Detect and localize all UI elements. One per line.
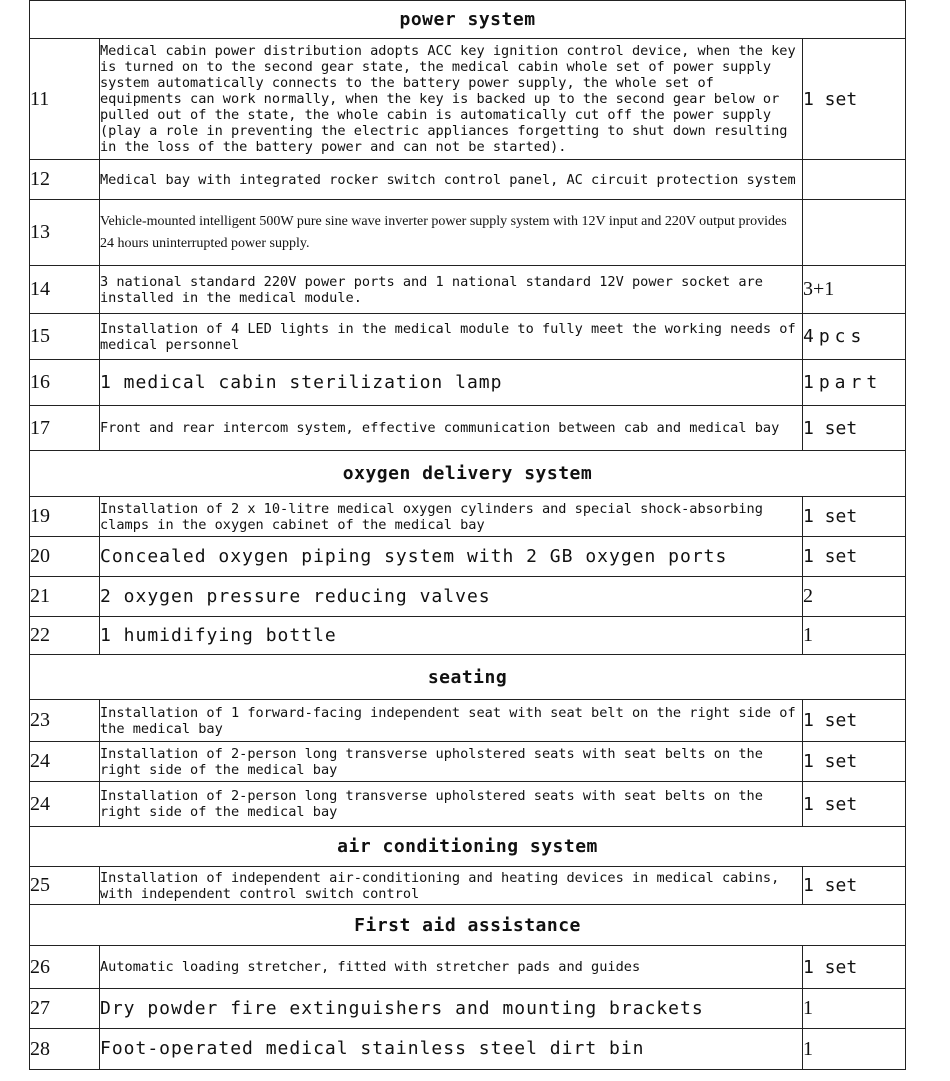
section-title-first-aid-assistance: First aid assistance <box>30 905 906 946</box>
item-quantity: 1 <box>803 617 906 655</box>
item-description: Installation of 2-person long transverse upholstered seats with seat belts on the right side of the medical bay <box>100 782 803 827</box>
item-description: Installation of 1 forward-facing independent seat with seat belt on the right side of the medical bay <box>100 700 803 742</box>
item-quantity <box>803 160 906 200</box>
section-title-seating: seating <box>30 655 906 700</box>
section-header-row <box>30 655 906 700</box>
item-description: Automatic loading stretcher, fitted with stretcher pads and guides <box>100 946 803 989</box>
item-description: 2 oxygen pressure reducing valves <box>100 577 803 617</box>
item-quantity: 1 set <box>803 742 906 782</box>
item-description: Installation of 2 x 10-litre medical oxygen cylinders and special shock-absorbing clamps in the oxygen cabinet of the medical bay <box>100 497 803 537</box>
item-description: 1 medical cabin sterilization lamp <box>100 360 803 406</box>
item-description: Foot-operated medical stainless steel dirt bin <box>100 1029 803 1070</box>
section-header-row <box>30 1 906 39</box>
item-description: 3 national standard 220V power ports and 1 national standard 12V power socket are installed in the medical module. <box>100 266 803 314</box>
item-number: 19 <box>30 497 100 537</box>
table-row <box>30 700 906 742</box>
item-description: Front and rear intercom system, effective communication between cab and medical bay <box>100 406 803 451</box>
item-description: Medical cabin power distribution adopts ACC key ignition control device, when the key is turned on to the second gear state, the medical cabin whole set of power supply system automatically connects to the battery power supply, the whole set of equipments can work normally, when the key is backed up to the second gear below or pulled out of the state, the whole cabin is automatically cut off the power supply (play a role in preventing the electric appliances forgetting to shut down resulting in the loss of the battery power and can not be started). <box>100 39 803 160</box>
item-number: 21 <box>30 577 100 617</box>
item-number: 23 <box>30 700 100 742</box>
table-row <box>30 200 906 266</box>
item-quantity: 1 <box>803 1029 906 1070</box>
table-row <box>30 406 906 451</box>
table-row <box>30 160 906 200</box>
equipment-spec-table <box>29 0 906 1070</box>
item-number: 14 <box>30 266 100 314</box>
item-number: 27 <box>30 989 100 1029</box>
item-number: 20 <box>30 537 100 577</box>
section-header-row <box>30 827 906 867</box>
item-number: 24 <box>30 742 100 782</box>
item-quantity: 1 <box>803 989 906 1029</box>
item-number: 22 <box>30 617 100 655</box>
item-description: Medical bay with integrated rocker switch control panel, AC circuit protection system <box>100 160 803 200</box>
item-description: Installation of 4 LED lights in the medical module to fully meet the working needs of medical personnel <box>100 314 803 360</box>
section-title-air-conditioning-system: air conditioning system <box>30 827 906 867</box>
item-quantity: 1part <box>803 360 906 406</box>
item-number: 26 <box>30 946 100 989</box>
item-quantity: 1 set <box>803 39 906 160</box>
item-description: Installation of 2-person long transverse upholstered seats with seat belts on the right side of the medical bay <box>100 742 803 782</box>
table-row <box>30 360 906 406</box>
item-quantity: 1 set <box>803 406 906 451</box>
table-row <box>30 617 906 655</box>
item-description: Dry powder fire extinguishers and mounting brackets <box>100 989 803 1029</box>
item-quantity: 4pcs <box>803 314 906 360</box>
item-number: 13 <box>30 200 100 266</box>
table-row <box>30 1029 906 1070</box>
item-number: 24 <box>30 782 100 827</box>
item-quantity: 1 set <box>803 497 906 537</box>
item-number: 28 <box>30 1029 100 1070</box>
table-row <box>30 39 906 160</box>
section-header-row <box>30 905 906 946</box>
item-description: Installation of independent air-conditioning and heating devices in medical cabins, with independent control switch control <box>100 867 803 905</box>
item-number: 15 <box>30 314 100 360</box>
item-number: 17 <box>30 406 100 451</box>
item-number: 11 <box>30 39 100 160</box>
table-row <box>30 537 906 577</box>
table-row <box>30 497 906 537</box>
item-description: Vehicle-mounted intelligent 500W pure sine wave inverter power supply system with 12V input and 220V output provides 24 hours uninterrupted power supply. <box>100 200 803 266</box>
item-quantity: 2 <box>803 577 906 617</box>
item-quantity: 1 set <box>803 700 906 742</box>
table-row <box>30 314 906 360</box>
table-row <box>30 989 906 1029</box>
table-row <box>30 266 906 314</box>
item-description: Concealed oxygen piping system with 2 GB oxygen ports <box>100 537 803 577</box>
table-row <box>30 867 906 905</box>
item-quantity: 1 set <box>803 782 906 827</box>
item-number: 25 <box>30 867 100 905</box>
item-quantity <box>803 200 906 266</box>
item-quantity: 1 set <box>803 946 906 989</box>
section-title-oxygen-delivery-system: oxygen delivery system <box>30 451 906 497</box>
item-number: 12 <box>30 160 100 200</box>
table-row <box>30 742 906 782</box>
table-row <box>30 577 906 617</box>
table-row <box>30 782 906 827</box>
item-description: 1 humidifying bottle <box>100 617 803 655</box>
table-row <box>30 946 906 989</box>
item-number: 16 <box>30 360 100 406</box>
section-title-power-system: power system <box>30 1 906 39</box>
section-header-row <box>30 451 906 497</box>
item-quantity: 1 set <box>803 537 906 577</box>
item-quantity: 3+1 <box>803 266 906 314</box>
item-quantity: 1 set <box>803 867 906 905</box>
